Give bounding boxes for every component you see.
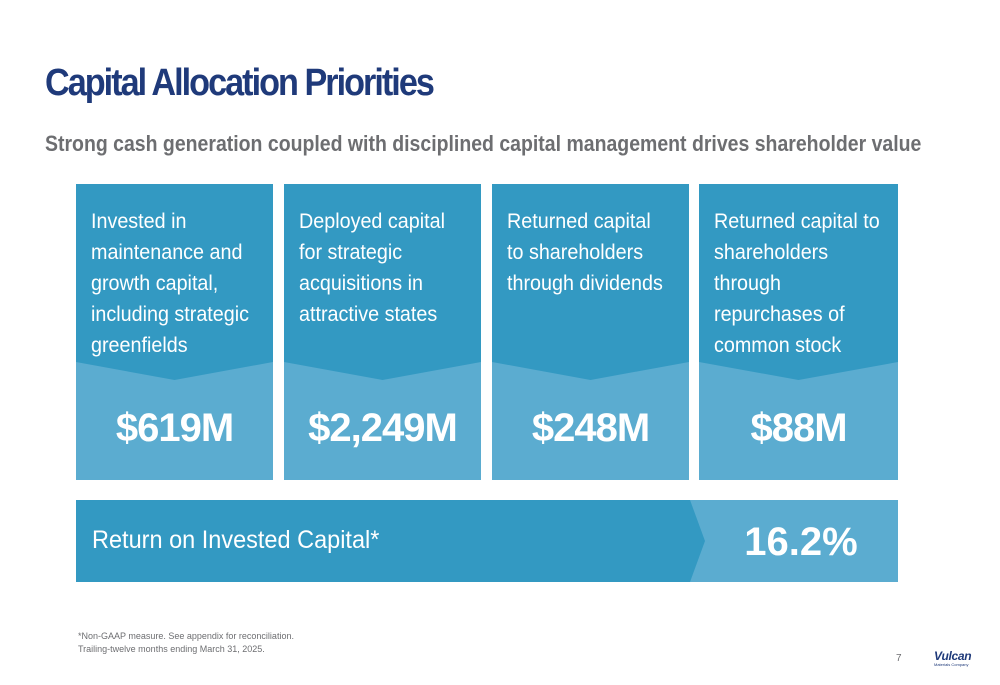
allocation-card-dividends	[492, 184, 689, 480]
footnote	[78, 630, 294, 656]
slide-title: Capital Allocation Priorities	[45, 62, 433, 104]
card-description: Returned capital to shareholders through repurchases of common stock	[714, 210, 880, 357]
card-value: $619M	[115, 406, 234, 450]
card-value: $88M	[750, 406, 847, 450]
card-description: Invested in maintenance and growth capital, including strategic greenfields	[91, 210, 250, 357]
vulcan-logo	[934, 650, 974, 667]
card-value: $248M	[531, 406, 650, 450]
logo-tagline: Materials Company	[934, 662, 969, 667]
roic-value: 16.2%	[744, 520, 858, 564]
allocation-card-capex	[76, 184, 273, 480]
page-number: 7	[896, 653, 902, 664]
card-description: Returned capital to shareholders through dividends	[507, 210, 663, 295]
slide-subtitle: Strong cash generation coupled with disciplined capital management drives shareholder value	[45, 131, 922, 156]
card-value: $2,249M	[308, 406, 457, 450]
roic-banner	[76, 500, 898, 582]
card-description: Deployed capital for strategic acquisitions in attractive states	[299, 210, 445, 326]
footnote-line: Trailing-twelve months ending March 31, 2025.	[78, 644, 265, 654]
logo-wordmark: Vulcan	[934, 649, 972, 663]
allocation-card-repurchases	[699, 184, 898, 480]
roic-label: Return on Invested Capital*	[92, 526, 380, 554]
footnote-line: *Non-GAAP measure. See appendix for reconciliation.	[78, 631, 294, 641]
allocation-card-acquisitions	[284, 184, 481, 480]
